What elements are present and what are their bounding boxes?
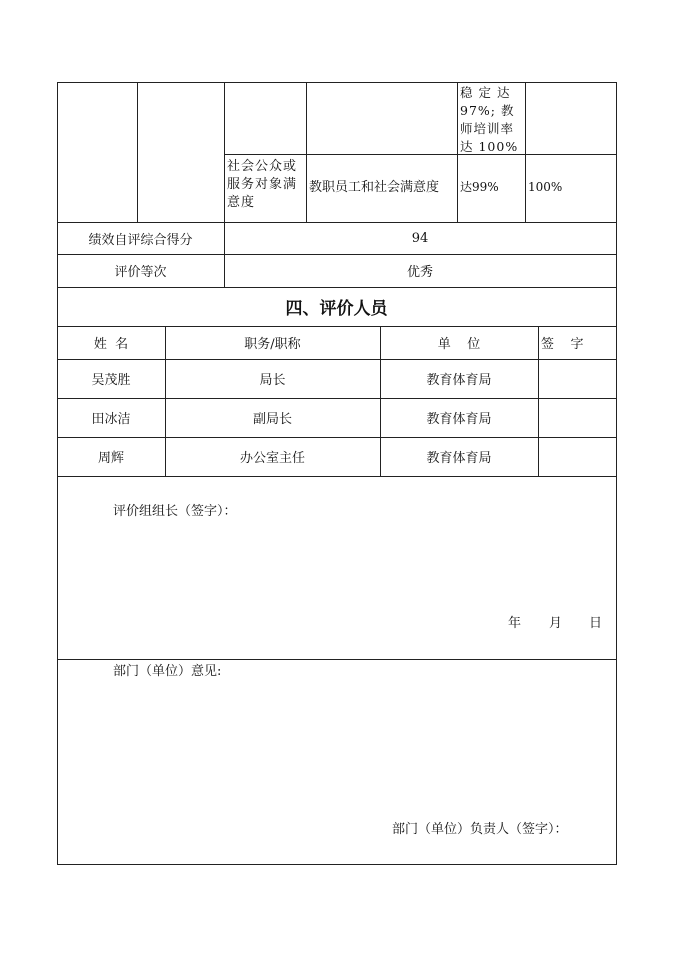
signature-cell[interactable] [538, 437, 616, 476]
person-title: 办公室主任 [239, 451, 305, 466]
grade-label: 评价等次 [114, 265, 167, 280]
person-name: 周辉 [97, 451, 124, 466]
dept-opinion-sign: 部门（单位）负责人（签字）： [392, 822, 568, 837]
leader-sign-label: 评价组组长（签字）： [113, 504, 237, 519]
person-name: 吴茂胜 [91, 373, 131, 388]
satisfaction-indicator: 社会公众或服务对象满意度 [227, 159, 298, 210]
score-value-cell [224, 222, 616, 254]
table-cell [165, 437, 380, 476]
grid-line [457, 82, 458, 222]
table-cell [380, 437, 538, 476]
signature-cell[interactable] [538, 398, 616, 437]
satisfaction-detail: 教职员工和社会满意度 [309, 180, 440, 195]
continuation-note: 稳 定 达 97%; 教师培训率达 100% [460, 85, 519, 154]
grade-value-cell [224, 254, 616, 287]
person-title: 副局长 [252, 412, 292, 427]
dept-opinion-label: 部门（单位）意见: [113, 664, 222, 679]
grid-line [525, 82, 526, 222]
table-right-border [616, 82, 617, 865]
table-row [57, 359, 165, 398]
leader-sign-year: 年 [508, 616, 522, 631]
table-row [57, 437, 165, 476]
table-bottom-border [57, 864, 617, 865]
leader-sign-month: 月 [549, 616, 563, 631]
section-title-cell [57, 287, 616, 326]
table-cell [165, 359, 380, 398]
person-name: 田冰洁 [91, 412, 131, 427]
leader-sign-day: 日 [589, 616, 603, 631]
table-top-border [57, 82, 617, 83]
header-name [57, 326, 165, 359]
table-row [57, 398, 165, 437]
score-value: 94 [411, 230, 429, 246]
grid-line [224, 154, 617, 155]
grid-line [137, 82, 138, 222]
person-title: 局长 [259, 373, 286, 388]
header-name-label: 姓 名 [93, 337, 129, 352]
header-title [165, 326, 380, 359]
person-unit: 教育体育局 [426, 373, 492, 388]
grid-line [57, 659, 617, 660]
header-unit-label: 单 位 [437, 337, 481, 352]
table-cell [165, 398, 380, 437]
satisfaction-target: 达99% [460, 180, 499, 194]
header-unit [380, 326, 538, 359]
person-unit: 教育体育局 [426, 451, 492, 466]
table-cell [380, 398, 538, 437]
signature-cell[interactable] [538, 359, 616, 398]
score-label-cell [57, 222, 224, 254]
grade-label-cell [57, 254, 224, 287]
table-cell [380, 359, 538, 398]
section-title: 四、评价人员 [285, 299, 388, 319]
grade-value: 优秀 [406, 265, 433, 280]
satisfaction-actual: 100% [528, 180, 563, 194]
grid-line [306, 82, 307, 222]
header-title-label: 职务/职称 [244, 337, 301, 352]
header-signature-label: 签 字 [541, 337, 584, 352]
grid-line [57, 476, 617, 477]
header-signature [538, 326, 616, 359]
person-unit: 教育体育局 [426, 412, 492, 427]
score-label: 绩效自评综合得分 [88, 232, 193, 248]
